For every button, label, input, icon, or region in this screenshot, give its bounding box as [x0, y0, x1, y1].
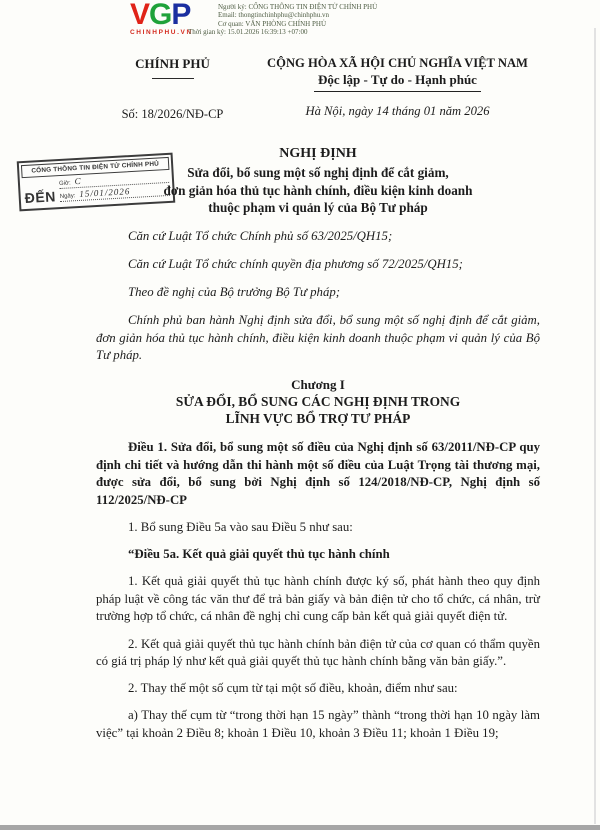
- proposal-line: Theo đề nghị của Bộ trưởng Bộ Tư pháp;: [128, 285, 341, 300]
- article-5a-clause-1: 1. Kết quả giải quyết thủ tục hành chính được ký số, phát hành theo quy định pháp luật về công tác văn thư để trả bản giấy và bản điện tử cho tổ chức, cá nhân, trừ trường hợp tổ chức, cá nhân đề nghị chỉ cung cấp bản kết quả giải quyết điện tử.: [96, 574, 540, 624]
- enactment-line: Chính phủ ban hành Nghị định sửa đổi, bổ sung một số nghị định để cắt giảm, đơn giản hóa thủ tục hành chính, điều kiện kinh doanh thuộc phạm vi quản lý của Bộ Tư pháp.: [96, 313, 540, 363]
- issuer-block: [100, 56, 245, 122]
- chapter-heading: [96, 376, 540, 428]
- signature-email: Email: thongtinchinhphu@chinhphu.vn: [218, 11, 330, 20]
- national-title: CỘNG HÒA XÃ HỘI CHỦ NGHĨA VIỆT NAM: [267, 56, 528, 70]
- chinhphu-vn-label: CHINHPHU.VN: [130, 29, 193, 36]
- vgp-letter-v: V: [130, 0, 150, 31]
- vgp-logo-letters: [130, 0, 193, 31]
- stamp-date-label: Ngày:: [59, 193, 76, 201]
- decree-kind: NGHỊ ĐỊNH: [279, 146, 357, 161]
- national-motto-block: [255, 56, 540, 119]
- digital-signature-info: [188, 3, 448, 36]
- article-5a-clause-2: 2. Kết quả giải quyết thủ tục hành chính bản điện tử của cơ quan có thẩm quyền có giá trị pháp lý như kết quả giải quyết thủ tục hành chính bằng văn bản giấy.”.: [96, 636, 540, 669]
- decree-title-line-3: thuộc phạm vi quản lý của Bộ Tư pháp: [208, 200, 428, 215]
- national-motto: Độc lập - Tự do - Hạnh phúc: [314, 71, 481, 92]
- decree-body: [96, 228, 540, 752]
- scan-bottom-edge: [0, 825, 600, 830]
- stamp-organization: CỔNG THÔNG TIN ĐIỆN TỬ CHÍNH PHỦ: [21, 157, 169, 178]
- stamp-den-label: ĐẾN: [24, 188, 57, 206]
- article-5a-heading: “Điều 5a. Kết quả giải quyết thủ tục hành chính: [128, 547, 390, 562]
- decree-title-line-1: Sửa đổi, bổ sung một số nghị định để cắt giảm,: [187, 165, 449, 180]
- clause-2-intro: 2. Thay thế một số cụm từ tại một số điều, khoản, điểm như sau:: [128, 681, 458, 696]
- signature-time: Thời gian ký: 15.01.2026 16:39:13 +07:00: [188, 27, 308, 36]
- signature-signer: Người ký: CỔNG THÔNG TIN ĐIỆN TỬ CHÍNH PHỦ: [218, 3, 378, 11]
- document-number: Số: 18/2026/NĐ-CP: [121, 107, 224, 121]
- clause-2-point-a: a) Thay thế cụm từ “trong thời hạn 15 ngày” thành “trong thời hạn 10 ngày làm việc” tại khoản 2 Điều 8; khoản 1 Điều 10, khoản 3 Điều 11; khoản 1 Điều 19;: [96, 708, 540, 740]
- chapter-title-line-1: SỬA ĐỔI, BỔ SUNG CÁC NGHỊ ĐỊNH TRONG: [175, 394, 461, 410]
- stamp-hour-label: Giờ:: [58, 180, 71, 188]
- chapter-number: Chương I: [291, 376, 345, 392]
- vgp-letter-g: G: [149, 0, 172, 31]
- preamble: [96, 228, 540, 365]
- vgp-logo-block: [130, 0, 378, 36]
- issuer-underline: [152, 78, 194, 79]
- article-1-heading: Điều 1. Sửa đổi, bổ sung một số điều của Nghị định số 63/2011/NĐ-CP quy định chi tiết và hướng dẫn thi hành một số điều của Luật Trọng tài thương mại, được sửa đổi, bổ sung bởi Nghị định số 124/2018/NĐ-CP, Nghị định số 112/2025/NĐ-CP: [96, 440, 540, 507]
- place-and-date: Hà Nội, ngày 14 tháng 01 năm 2026: [305, 104, 490, 118]
- stamp-date-value: 15/01/2026: [79, 186, 131, 199]
- vgp-logo: [130, 2, 193, 36]
- clause-1-intro: 1. Bổ sung Điều 5a vào sau Điều 5 như sau:: [128, 520, 353, 535]
- decree-title-line-2: đơn giản hóa thủ tục hành chính, điều kiện kinh doanh: [163, 182, 473, 198]
- issuer-name: CHÍNH PHỦ: [135, 56, 210, 71]
- stamp-hour-value: C: [74, 175, 82, 187]
- decree-title-block: [96, 146, 540, 217]
- legal-basis-1: Căn cứ Luật Tổ chức Chính phủ số 63/2025/QH15;: [128, 229, 393, 243]
- vgp-letter-p: P: [171, 0, 191, 31]
- legal-basis-2: Căn cứ Luật Tổ chức chính quyền địa phương số 72/2025/QH15;: [128, 257, 463, 272]
- signature-agency: Cơ quan: VĂN PHÒNG CHÍNH PHỦ: [218, 19, 326, 28]
- chapter-title-line-2: LĨNH VỰC BỔ TRỢ TƯ PHÁP: [225, 411, 411, 427]
- scan-right-edge: [594, 28, 596, 824]
